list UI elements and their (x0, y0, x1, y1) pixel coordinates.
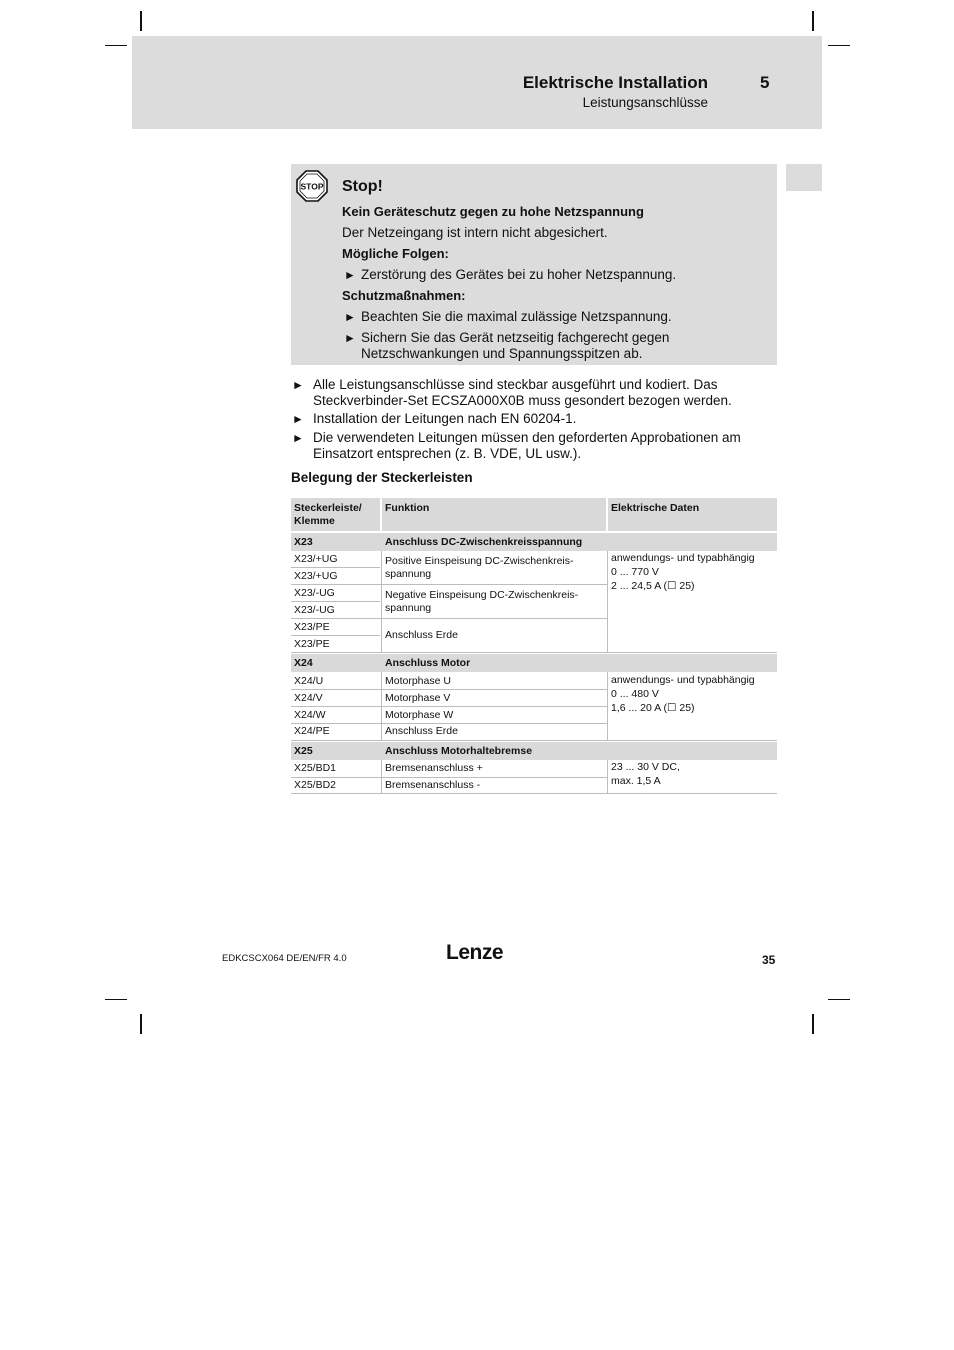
table-cell-data: 0 ... 480 V (611, 688, 659, 700)
table-cell-terminal: X24/PE (294, 725, 330, 737)
measures-label: Schutzmaßnahmen: (342, 288, 466, 303)
col-divider (381, 551, 382, 653)
table-cell-terminal: X25/BD2 (294, 779, 337, 791)
bullet-triangle-icon: ► (292, 431, 304, 445)
row-divider (291, 706, 607, 707)
table-cell-terminal: X23/PE (294, 638, 330, 650)
group-label: X23 (294, 536, 313, 548)
chapter-tab (786, 164, 822, 191)
table-cell-function: spannung (385, 568, 432, 580)
table-cell-function: spannung (385, 602, 432, 614)
table-cell-terminal: X24/V (294, 692, 323, 704)
table-cell-data: 1,6 ... 20 A (☐ 25) (611, 702, 695, 714)
row-divider (291, 689, 607, 690)
row-divider (291, 567, 380, 568)
col-header-data: Elektrische Daten (611, 502, 700, 514)
group-label: X25 (294, 745, 313, 757)
col-divider (607, 760, 608, 794)
bullet-line: Installation der Leitungen nach EN 60204-1. (313, 411, 577, 426)
row-divider (291, 652, 777, 653)
group-label: X24 (294, 657, 313, 669)
table-cell-function: Anschluss Erde (385, 725, 458, 737)
table-cell-function: Bremsenanschluss - (385, 779, 481, 791)
col-divider (607, 672, 608, 740)
group-title: Anschluss DC-Zwischenkreisspannung (385, 536, 583, 548)
col-header-terminal: Steckerleiste/ (294, 502, 362, 514)
table-cell-data: 23 ... 30 V DC, (611, 761, 680, 773)
row-divider (291, 740, 777, 741)
stop-heading: Kein Geräteschutz gegen zu hohe Netzspannung (342, 204, 644, 219)
table-cell-terminal: X24/W (294, 709, 326, 721)
col-divider (607, 551, 608, 653)
table-cell-terminal: X24/U (294, 675, 324, 687)
row-divider (291, 777, 607, 778)
table-cell-function: Motorphase W (385, 709, 454, 721)
bullet-line: Steckverbinder-Set ECSZA000X0B muss gesondert bezogen werden. (313, 393, 732, 408)
bullet-line: Alle Leistungsanschlüsse sind steckbar ausgeführt und kodiert. Das (313, 377, 718, 392)
crop-mark (105, 45, 127, 46)
bullet-item (313, 377, 783, 409)
table-cell-terminal: X23/-UG (294, 587, 335, 599)
crop-mark (828, 999, 850, 1000)
row-divider (291, 618, 607, 619)
consequences-label: Mögliche Folgen: (342, 246, 449, 261)
crop-mark (812, 1014, 814, 1034)
bullet-line: Die verwendeten Leitungen müssen den geforderten Approbationen am (313, 430, 741, 445)
table-cell-data: anwendungs- und typabhängig (611, 674, 755, 686)
table-cell-data: 2 ... 24,5 A (☐ 25) (611, 580, 695, 592)
group-title: Anschluss Motorhaltebremse (385, 745, 533, 757)
table-cell-terminal: X23/+UG (294, 553, 338, 565)
bullet-line: Einsatzort entsprechen (z. B. VDE, UL usw.). (313, 446, 582, 461)
page-subtitle: Leistungsanschlüsse (582, 95, 708, 110)
row-divider (291, 793, 777, 794)
crop-mark (812, 11, 814, 31)
table-cell-function: Positive Einspeisung DC-Zwischenkreis- (385, 555, 574, 567)
document-code: EDKCSCX064 DE/EN/FR 4.0 (222, 953, 347, 964)
table-group-row (291, 654, 777, 672)
table-cell-function: Motorphase V (385, 692, 451, 704)
group-title: Anschluss Motor (385, 657, 471, 669)
table-cell-function: Negative Einspeisung DC-Zwischenkreis- (385, 589, 579, 601)
stop-text: Der Netzeingang ist intern nicht abgesichert. (342, 225, 608, 240)
table-group-row (291, 742, 777, 760)
measure-item: Sichern Sie das Gerät netzseitig fachgerecht gegen (361, 330, 670, 345)
crop-mark (105, 999, 127, 1000)
col-divider (381, 760, 382, 794)
table-cell-data: anwendungs- und typabhängig (611, 552, 755, 564)
table-cell-function: Bremsenanschluss + (385, 762, 483, 774)
row-divider (291, 584, 607, 585)
table-cell-function: Anschluss Erde (385, 629, 458, 641)
measure-item: Beachten Sie die maximal zulässige Netzspannung. (361, 309, 672, 324)
crop-mark (140, 1014, 142, 1034)
bullet-item (313, 430, 783, 462)
row-divider (291, 635, 380, 636)
stop-sign-label: STOP (300, 181, 324, 192)
bullet-triangle-icon: ► (292, 378, 304, 392)
crop-mark (828, 45, 850, 46)
page-title: Elektrische Installation (522, 73, 708, 92)
bullet-triangle-icon: ► (344, 268, 356, 282)
chapter-number: 5 (760, 73, 770, 92)
col-divider (381, 672, 382, 740)
row-divider (291, 723, 607, 724)
bullet-triangle-icon: ► (292, 412, 304, 426)
table-cell-terminal: X25/BD1 (294, 762, 337, 774)
col-header-terminal: Klemme (294, 515, 335, 527)
table-cell-data: max. 1,5 A (611, 775, 661, 787)
bullet-item (313, 411, 783, 427)
bullet-triangle-icon: ► (344, 331, 356, 345)
table-cell-function: Motorphase U (385, 675, 451, 687)
measure-item-continued: Netzschwankungen und Spannungsspitzen ab. (361, 346, 643, 361)
consequence-item: Zerstörung des Gerätes bei zu hoher Netzspannung. (361, 267, 677, 282)
page-number: 35 (762, 953, 776, 967)
row-divider (291, 601, 380, 602)
table-cell-terminal: X23/PE (294, 621, 330, 633)
col-header-function: Funktion (385, 502, 430, 514)
table-cell-terminal: X23/-UG (294, 604, 335, 616)
stop-sign-icon (296, 170, 328, 202)
table-cell-data: 0 ... 770 V (611, 566, 659, 578)
bullet-triangle-icon: ► (344, 310, 356, 324)
section-title: Belegung der Steckerleisten (291, 470, 473, 485)
crop-mark (140, 11, 142, 31)
lenze-logo: Lenze (446, 941, 504, 964)
stop-title: Stop! (342, 178, 383, 195)
table-cell-terminal: X23/+UG (294, 570, 338, 582)
